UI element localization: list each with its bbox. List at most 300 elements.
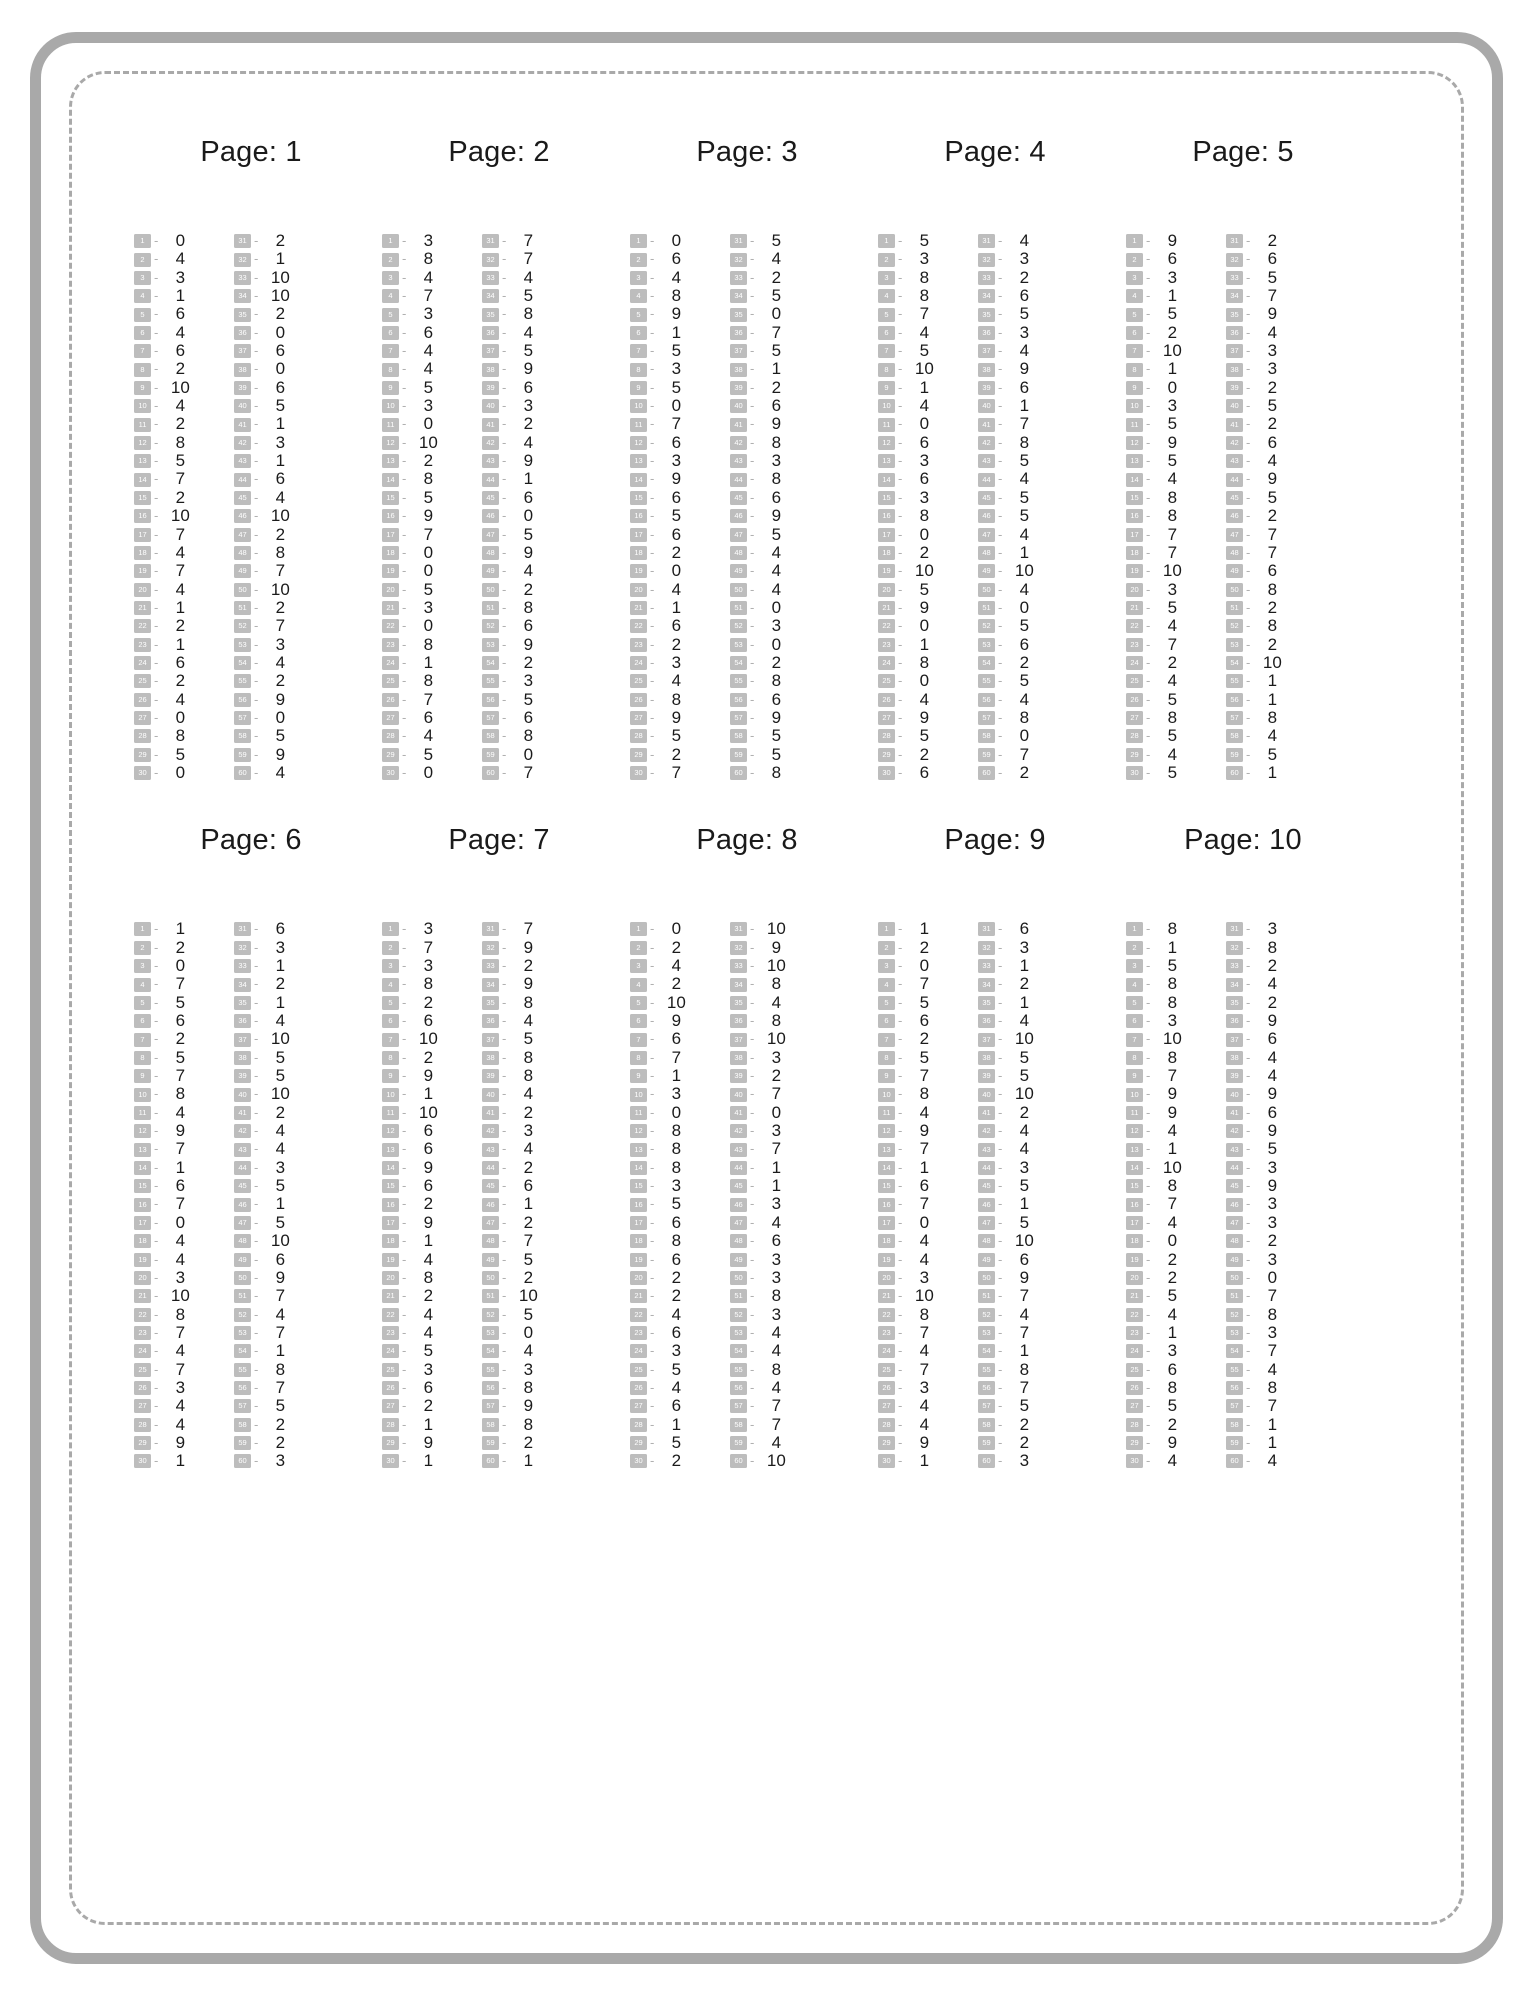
- separator-dash: -: [1146, 709, 1151, 725]
- value-text: 1: [671, 1414, 682, 1434]
- list-item: [382, 1177, 482, 1195]
- separator-dash: -: [502, 434, 507, 450]
- index-badge: 53: [978, 1326, 995, 1340]
- separator-dash: -: [650, 728, 655, 744]
- separator-dash: -: [650, 361, 655, 377]
- value-text: 0: [671, 561, 682, 581]
- separator-dash: -: [402, 618, 407, 634]
- separator-dash: -: [750, 1361, 755, 1377]
- list-item: [234, 1287, 334, 1305]
- page-block-3: [618, 136, 866, 782]
- index-badge: 57: [730, 1399, 747, 1413]
- index-badge: 53: [482, 638, 499, 652]
- separator-dash: -: [402, 958, 407, 973]
- separator-dash: -: [502, 1141, 507, 1157]
- index-badge: 17: [1126, 1216, 1143, 1230]
- index-badge: 55: [482, 1363, 499, 1377]
- separator-dash: -: [154, 526, 159, 542]
- index-badge: 18: [382, 546, 399, 560]
- index-badge: 6: [1126, 326, 1143, 340]
- index-badge: 26: [134, 1381, 151, 1395]
- separator-dash: -: [750, 958, 755, 973]
- list-item: [730, 1251, 830, 1269]
- index-badge: 52: [730, 619, 747, 633]
- index-badge: 20: [382, 583, 399, 597]
- list-item: [730, 544, 830, 562]
- separator-dash: -: [998, 1288, 1003, 1304]
- value-text: 7: [423, 689, 434, 709]
- list-item: [482, 1232, 582, 1250]
- value-text: 5: [275, 1047, 286, 1067]
- list-item: [630, 1434, 730, 1452]
- value-text: 3: [1019, 249, 1030, 269]
- separator-dash: -: [898, 1141, 903, 1157]
- value-text: 9: [1267, 1176, 1278, 1196]
- value-text: 1: [275, 956, 286, 975]
- separator-dash: -: [1246, 361, 1251, 377]
- value-text: 3: [1019, 1157, 1030, 1177]
- value-text: 9: [671, 707, 682, 727]
- index-badge: 7: [382, 344, 399, 358]
- value-text: 6: [919, 1011, 930, 1031]
- list-item: [382, 617, 482, 635]
- index-badge: 16: [1126, 1198, 1143, 1212]
- separator-dash: -: [402, 416, 407, 432]
- value-text: 5: [423, 487, 434, 507]
- value-text: 4: [671, 956, 682, 975]
- index-badge: 10: [382, 1088, 399, 1102]
- separator-dash: -: [1246, 324, 1251, 340]
- list-item: [382, 324, 482, 342]
- value-text: 0: [175, 231, 186, 250]
- separator-dash: -: [650, 921, 655, 937]
- index-badge: 6: [382, 1014, 399, 1028]
- list-item: [730, 232, 830, 250]
- index-badge: 58: [730, 729, 747, 743]
- list-item: [1226, 1269, 1326, 1287]
- separator-dash: -: [402, 1123, 407, 1139]
- value-text: 7: [771, 1396, 782, 1416]
- value-text: 4: [1167, 1121, 1178, 1141]
- separator-dash: -: [998, 1141, 1003, 1157]
- separator-dash: -: [750, 939, 755, 955]
- list-item: [978, 287, 1078, 305]
- separator-dash: -: [402, 361, 407, 377]
- value-text: 4: [275, 1139, 286, 1159]
- list-item: [134, 434, 234, 452]
- value-text: 2: [1267, 597, 1278, 617]
- separator-dash: -: [254, 728, 259, 744]
- separator-dash: -: [402, 1434, 407, 1450]
- list-item: [730, 1049, 830, 1067]
- index-badge: 35: [730, 308, 747, 322]
- value-text: 5: [1267, 396, 1278, 416]
- value-text: 3: [175, 1267, 186, 1287]
- value-text: 4: [423, 726, 434, 746]
- index-badge: 51: [978, 1289, 995, 1303]
- value-text: 2: [175, 1029, 186, 1049]
- index-badge: 31: [730, 234, 747, 248]
- index-badge: 8: [630, 363, 647, 377]
- value-text: 0: [175, 707, 186, 727]
- value-text: 0: [919, 671, 930, 691]
- separator-dash: -: [750, 361, 755, 377]
- index-badge: 12: [134, 1124, 151, 1138]
- value-text: 4: [1167, 671, 1178, 691]
- value-text: 6: [771, 1231, 782, 1251]
- index-badge: 57: [730, 711, 747, 725]
- list-item: [1126, 1452, 1226, 1470]
- page-columns: [618, 232, 866, 782]
- index-badge: 40: [1226, 399, 1243, 413]
- list-item: [730, 470, 830, 488]
- list-item: [978, 526, 1078, 544]
- page-columns: [1114, 920, 1362, 1470]
- separator-dash: -: [254, 1031, 259, 1047]
- separator-dash: -: [998, 1086, 1003, 1102]
- index-badge: 27: [630, 1399, 647, 1413]
- index-badge: 16: [630, 1198, 647, 1212]
- index-badge: 42: [1226, 436, 1243, 450]
- value-text: 0: [671, 1102, 682, 1122]
- value-text: 5: [1167, 1396, 1178, 1416]
- separator-dash: -: [1246, 691, 1251, 707]
- index-badge: 18: [878, 1234, 895, 1248]
- index-badge: 13: [878, 1143, 895, 1157]
- list-item: [134, 1287, 234, 1305]
- list-item: [978, 1306, 1078, 1324]
- separator-dash: -: [1146, 1343, 1151, 1359]
- index-badge: 43: [730, 1143, 747, 1157]
- separator-dash: -: [154, 434, 159, 450]
- value-text: 9: [423, 506, 434, 526]
- list-item: [1126, 581, 1226, 599]
- index-badge: 3: [134, 271, 151, 285]
- separator-dash: -: [402, 746, 407, 762]
- value-text: 8: [671, 1231, 682, 1251]
- separator-dash: -: [1246, 471, 1251, 487]
- index-badge: 34: [978, 289, 995, 303]
- index-badge: 11: [630, 418, 647, 432]
- list-item: [878, 1085, 978, 1103]
- list-item: [730, 599, 830, 617]
- value-text: 0: [275, 359, 286, 379]
- value-text: 2: [275, 974, 286, 994]
- index-badge: 52: [978, 1308, 995, 1322]
- index-badge: 57: [482, 711, 499, 725]
- index-badge: 1: [1126, 922, 1143, 936]
- value-text: 6: [275, 919, 286, 939]
- index-badge: 37: [1226, 344, 1243, 358]
- list-item: [878, 920, 978, 938]
- value-text: 8: [1019, 432, 1030, 452]
- index-badge: 21: [1126, 601, 1143, 615]
- list-item: [730, 1416, 830, 1434]
- list-item: [234, 1214, 334, 1232]
- list-item: [234, 1342, 334, 1360]
- value-text: 6: [919, 432, 930, 452]
- index-badge: 28: [382, 729, 399, 743]
- separator-dash: -: [1146, 1306, 1151, 1322]
- index-badge: 11: [382, 418, 399, 432]
- list-item: [134, 452, 234, 470]
- separator-dash: -: [1146, 453, 1151, 469]
- index-badge: 18: [382, 1234, 399, 1248]
- value-text: 4: [919, 1396, 930, 1416]
- list-item: [730, 1030, 830, 1048]
- list-item: [630, 324, 730, 342]
- list-item: [630, 1306, 730, 1324]
- index-badge: 43: [730, 454, 747, 468]
- index-badge: 30: [878, 1454, 895, 1468]
- value-text: 3: [423, 597, 434, 617]
- list-item: [382, 1085, 482, 1103]
- separator-dash: -: [402, 563, 407, 579]
- separator-dash: -: [898, 1104, 903, 1120]
- number-column-1: [878, 920, 978, 1470]
- value-text: 6: [423, 707, 434, 727]
- value-text: 2: [671, 937, 682, 957]
- index-badge: 9: [878, 1069, 895, 1083]
- list-item: [1126, 507, 1226, 525]
- separator-dash: -: [154, 544, 159, 560]
- value-text: 6: [175, 1176, 186, 1196]
- separator-dash: -: [402, 1159, 407, 1175]
- index-badge: 10: [382, 399, 399, 413]
- list-item: [482, 709, 582, 727]
- list-item: [630, 1012, 730, 1030]
- page-columns: [1114, 232, 1362, 782]
- separator-dash: -: [650, 1233, 655, 1249]
- list-item: [482, 379, 582, 397]
- index-badge: 21: [630, 601, 647, 615]
- list-item: [382, 975, 482, 993]
- value-text: 4: [175, 579, 186, 599]
- index-badge: 50: [1226, 1271, 1243, 1285]
- list-item: [630, 691, 730, 709]
- index-badge: 15: [382, 491, 399, 505]
- separator-dash: -: [750, 1178, 755, 1194]
- separator-dash: -: [502, 654, 507, 670]
- value-text: 5: [771, 744, 782, 764]
- list-item: [978, 269, 1078, 287]
- index-badge: 12: [382, 436, 399, 450]
- value-text: 4: [771, 992, 782, 1012]
- value-text: 5: [423, 579, 434, 599]
- index-badge: 14: [382, 473, 399, 487]
- separator-dash: -: [1246, 1361, 1251, 1377]
- separator-dash: -: [1146, 1068, 1151, 1084]
- list-item: [978, 994, 1078, 1012]
- list-item: [878, 1067, 978, 1085]
- list-item: [1126, 1251, 1226, 1269]
- value-text: 1: [1167, 937, 1178, 957]
- separator-dash: -: [750, 269, 755, 285]
- index-badge: 2: [382, 253, 399, 267]
- index-badge: 7: [1126, 1033, 1143, 1047]
- value-text: 3: [423, 1359, 434, 1379]
- list-item: [630, 1397, 730, 1415]
- separator-dash: -: [898, 581, 903, 597]
- index-badge: 11: [134, 1106, 151, 1120]
- index-badge: 4: [630, 978, 647, 992]
- value-text: 7: [423, 524, 434, 544]
- separator-dash: -: [998, 1104, 1003, 1120]
- index-badge: 35: [730, 996, 747, 1010]
- value-text: 10: [1014, 1029, 1034, 1049]
- index-badge: 34: [482, 978, 499, 992]
- list-item: [234, 526, 334, 544]
- list-item: [234, 379, 334, 397]
- value-text: 3: [175, 1377, 186, 1397]
- value-text: 0: [1019, 726, 1030, 746]
- list-item: [630, 1361, 730, 1379]
- index-badge: 6: [1126, 1014, 1143, 1028]
- list-item: [382, 727, 482, 745]
- value-text: 3: [523, 1121, 534, 1141]
- separator-dash: -: [1146, 976, 1151, 992]
- index-badge: 14: [1126, 473, 1143, 487]
- index-badge: 46: [1226, 509, 1243, 523]
- separator-dash: -: [154, 939, 159, 955]
- list-item: [730, 746, 830, 764]
- separator-dash: -: [502, 471, 507, 487]
- value-text: 9: [1167, 1102, 1178, 1122]
- list-item: [134, 920, 234, 938]
- list-item: [878, 709, 978, 727]
- list-item: [1126, 470, 1226, 488]
- index-badge: 25: [134, 674, 151, 688]
- list-item: [878, 232, 978, 250]
- list-item: [134, 269, 234, 287]
- index-badge: 22: [134, 1308, 151, 1322]
- value-text: 4: [523, 1084, 534, 1104]
- index-badge: 27: [382, 711, 399, 725]
- value-text: 3: [1167, 267, 1178, 287]
- separator-dash: -: [402, 1343, 407, 1359]
- value-text: 5: [1019, 1176, 1030, 1196]
- index-badge: 34: [730, 978, 747, 992]
- list-item: [630, 1452, 730, 1470]
- separator-dash: -: [1146, 939, 1151, 955]
- index-badge: 42: [482, 436, 499, 450]
- list-item: [630, 1122, 730, 1140]
- separator-dash: -: [154, 1288, 159, 1304]
- list-item: [630, 342, 730, 360]
- separator-dash: -: [650, 343, 655, 359]
- separator-dash: -: [998, 636, 1003, 652]
- list-item: [878, 342, 978, 360]
- list-item: [1126, 232, 1226, 250]
- list-item: [482, 342, 582, 360]
- separator-dash: -: [650, 1031, 655, 1047]
- value-text: 4: [175, 542, 186, 562]
- number-column-2: [1226, 232, 1326, 782]
- index-badge: 45: [1226, 491, 1243, 505]
- value-text: 3: [1167, 1341, 1178, 1361]
- value-text: 8: [919, 506, 930, 526]
- separator-dash: -: [1146, 1233, 1151, 1249]
- value-text: 2: [523, 1157, 534, 1177]
- number-column-1: [382, 232, 482, 782]
- value-text: 7: [1267, 1396, 1278, 1416]
- separator-dash: -: [154, 1178, 159, 1194]
- list-item: [234, 324, 334, 342]
- index-badge: 45: [234, 491, 251, 505]
- separator-dash: -: [154, 269, 159, 285]
- index-badge: 36: [730, 326, 747, 340]
- value-text: 4: [175, 1102, 186, 1122]
- value-text: 8: [919, 1304, 930, 1324]
- separator-dash: -: [750, 1159, 755, 1175]
- separator-dash: -: [650, 1086, 655, 1102]
- value-text: 1: [1267, 689, 1278, 709]
- separator-dash: -: [1246, 1086, 1251, 1102]
- index-badge: 11: [1126, 1106, 1143, 1120]
- value-text: 10: [1014, 561, 1034, 581]
- index-badge: 10: [134, 1088, 151, 1102]
- separator-dash: -: [750, 654, 755, 670]
- value-text: 7: [919, 1194, 930, 1214]
- list-item: [134, 1434, 234, 1452]
- list-item: [630, 434, 730, 452]
- index-badge: 26: [630, 693, 647, 707]
- value-text: 8: [1167, 974, 1178, 994]
- separator-dash: -: [998, 1361, 1003, 1377]
- index-badge: 36: [482, 326, 499, 340]
- separator-dash: -: [402, 526, 407, 542]
- list-item: [1226, 939, 1326, 957]
- separator-dash: -: [1146, 306, 1151, 322]
- list-item: [630, 672, 730, 690]
- list-item: [1226, 305, 1326, 323]
- index-badge: 32: [482, 253, 499, 267]
- list-item: [1126, 1397, 1226, 1415]
- separator-dash: -: [502, 673, 507, 689]
- separator-dash: -: [502, 1251, 507, 1267]
- separator-dash: -: [1146, 1049, 1151, 1065]
- value-text: 9: [275, 1267, 286, 1287]
- index-badge: 51: [978, 601, 995, 615]
- value-text: 10: [914, 561, 934, 581]
- list-item: [134, 1012, 234, 1030]
- page-title: Page: 9: [944, 824, 1046, 857]
- list-item: [630, 599, 730, 617]
- value-text: 8: [523, 726, 534, 746]
- separator-dash: -: [998, 673, 1003, 689]
- list-item: [382, 1342, 482, 1360]
- index-badge: 28: [630, 1418, 647, 1432]
- list-item: [730, 397, 830, 415]
- list-item: [978, 562, 1078, 580]
- list-item: [630, 452, 730, 470]
- separator-dash: -: [402, 673, 407, 689]
- list-item: [234, 1067, 334, 1085]
- index-badge: 10: [878, 399, 895, 413]
- separator-dash: -: [998, 1049, 1003, 1065]
- separator-dash: -: [750, 599, 755, 615]
- separator-dash: -: [402, 306, 407, 322]
- separator-dash: -: [898, 1049, 903, 1065]
- list-item: [1226, 1232, 1326, 1250]
- value-text: 7: [1019, 1286, 1030, 1306]
- list-item: [382, 562, 482, 580]
- index-badge: 5: [1126, 308, 1143, 322]
- index-badge: 31: [1226, 922, 1243, 936]
- list-item: [1226, 764, 1326, 782]
- value-text: 7: [1019, 414, 1030, 434]
- index-badge: 16: [1126, 509, 1143, 523]
